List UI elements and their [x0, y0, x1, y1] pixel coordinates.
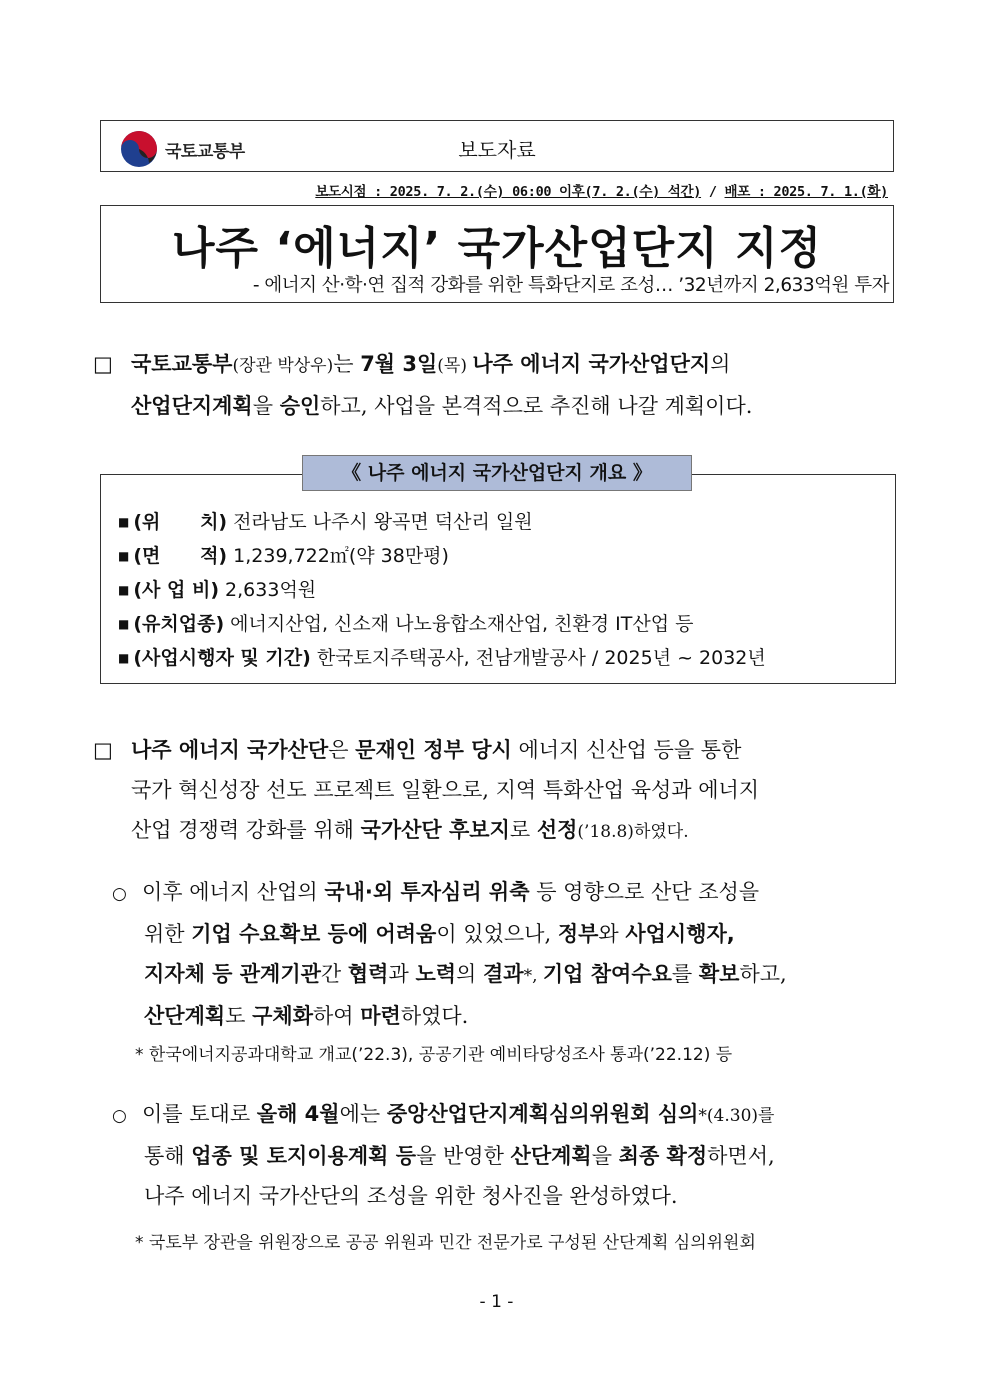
text: 도	[225, 1004, 253, 1028]
text-bold: 결과	[482, 962, 524, 986]
summary-label: (유치업종)	[133, 613, 225, 635]
text: (’18.8)하였다.	[577, 822, 689, 842]
summary-label: (사 업 비)	[133, 579, 220, 601]
circle-bullet-icon: ○	[112, 884, 127, 904]
text-bold: 지자체 등 관계기관	[144, 962, 321, 986]
paragraph-2-line-1	[93, 730, 898, 770]
paragraph-1-line-1	[93, 344, 898, 386]
paragraph-2-line-3	[93, 810, 898, 852]
text: 와	[598, 922, 626, 946]
page-number: - 1 -	[479, 1292, 514, 1312]
text-bold: 중앙산업단지계획심의위원회 심의	[386, 1102, 699, 1126]
text-bold: 올해 4월	[256, 1102, 340, 1126]
sub-paragraph-2-line-3: 나주 에너지 국가산단의 조성을 위한 청사진을 완성하였다.	[144, 1184, 678, 1208]
text: 하고, 사업을 본격적으로 추진해 나갈 계획이다.	[320, 394, 753, 418]
sub-paragraph-1-line-3	[112, 954, 902, 996]
paragraph-1	[93, 344, 898, 426]
text-bold: 국내·외 투자심리 위축	[324, 880, 530, 904]
square-bullet-icon: ■	[118, 549, 130, 563]
text: 하고,	[739, 962, 787, 986]
text: 의	[710, 352, 731, 376]
summary-label: (위 치)	[133, 511, 228, 533]
text: 간	[320, 962, 348, 986]
text-bold: 협력	[347, 962, 389, 986]
main-title: 나주 ‘에너지’ 국가산업단지 지정	[172, 223, 822, 274]
sub-paragraph-1	[112, 872, 902, 1036]
embargo-line	[315, 180, 888, 200]
summary-value: 2,633억원	[219, 579, 317, 601]
summary-item-area	[118, 539, 888, 573]
text-bold: 최종 확정	[618, 1144, 708, 1168]
text: 통해	[144, 1144, 192, 1168]
text-bold: 기업 참여수요	[542, 962, 672, 986]
square-bullet-icon: ■	[118, 583, 130, 597]
text-bold: 산단계획	[144, 1004, 226, 1028]
sub-title: - 에너지 산·학·연 집적 강화를 위한 특화단지로 조성… ’32년까지 2,633억원 투자	[252, 275, 889, 296]
paragraph-2	[93, 730, 898, 852]
text-bold: 노력	[415, 962, 457, 986]
summary-label: (사업시행자 및 기간)	[133, 647, 311, 669]
summary-item-industries	[118, 607, 888, 641]
text-bold: 마련	[360, 1004, 401, 1028]
text: 이후 에너지 산업의	[142, 880, 325, 904]
checkbox-bullet-icon: □	[93, 738, 113, 762]
text: 을 반영한	[416, 1144, 511, 1168]
text: 과	[388, 962, 416, 986]
text: 을	[252, 394, 280, 418]
square-bullet-icon: ■	[118, 651, 130, 665]
summary-value: 1,239,722㎡(약 38만평)	[227, 545, 449, 567]
text: 에너지 신산업 등을 통한	[511, 738, 742, 762]
summary-value: 에너지산업, 신소재 나노융합소재산업, 친환경 IT산업 등	[224, 613, 694, 635]
sub-paragraph-1-line-4	[112, 996, 902, 1036]
paragraph-2-line-2: 국가 혁신성장 선도 프로젝트 일환으로, 지역 특화산업 육성과 에너지	[131, 778, 760, 802]
text-bold: 국토교통부	[131, 352, 233, 376]
title-box	[100, 205, 894, 303]
text: 는	[333, 352, 361, 376]
text: 하여	[312, 1004, 361, 1028]
text: (장관 박상우)	[232, 356, 334, 376]
square-bullet-icon: ■	[118, 515, 130, 529]
text: *,	[523, 966, 543, 986]
summary-item-operator	[118, 641, 888, 675]
text: 하면서,	[707, 1144, 775, 1168]
paragraph-1-line-2	[93, 386, 898, 426]
sub-paragraph-1-line-1	[112, 872, 902, 914]
text-bold: 선정	[536, 818, 578, 842]
text-bold: 산업단지계획	[131, 394, 253, 418]
text-bold: 산단계획	[510, 1144, 592, 1168]
sub-paragraph-2-line-1	[112, 1094, 902, 1136]
sub-paragraph-1-line-2	[112, 914, 902, 954]
text: 이를 토대로	[142, 1102, 257, 1126]
text-bold: 기업 수요확보 등에 어려움	[191, 922, 437, 946]
embargo-separator: /	[701, 184, 725, 200]
text: 하였다.	[400, 1004, 469, 1028]
text: 를	[671, 962, 699, 986]
checkbox-bullet-icon: □	[93, 352, 113, 376]
header-box	[100, 120, 894, 172]
summary-label: (면 적)	[133, 545, 228, 567]
summary-value: 한국토지주택공사, 전남개발공사 / 2025년 ~ 2032년	[310, 647, 766, 669]
text: 이 있었으나,	[436, 922, 558, 946]
text-bold: 국가산단 후보지	[360, 818, 510, 842]
summary-value: 전라남도 나주시 왕곡면 덕산리 일원	[227, 511, 533, 533]
text-bold: 나주 에너지 국가산업단지	[472, 352, 711, 376]
ministry-name: 국토교통부	[165, 141, 245, 162]
text: 을	[591, 1144, 619, 1168]
text: 은	[328, 738, 356, 762]
text-bold: 문재인 정부 당시	[355, 738, 512, 762]
text-bold: 확보	[698, 962, 740, 986]
text: 에는	[339, 1102, 387, 1126]
doc-type-label: 보도자료	[458, 138, 536, 162]
summary-item-location	[118, 505, 888, 539]
sub-paragraph-2-line-2	[112, 1136, 902, 1176]
text: 의	[456, 962, 483, 986]
text-bold: 7월 3일	[360, 352, 438, 376]
summary-title: 《 나주 에너지 국가산업단지 개요 》	[302, 455, 692, 491]
text-bold: 사업시행자,	[625, 922, 735, 946]
footnote-2: * 국토부 장관을 위원장으로 공공 위원과 민간 전문가로 구성된 산단계획 심의위원회	[135, 1233, 756, 1253]
footnote-1: * 한국에너지공과대학교 개교(’22.3), 공공기관 예비타당성조사 통과(’22.12) 등	[135, 1045, 733, 1065]
text: 산업 경쟁력 강화를 위해	[131, 818, 361, 842]
text-bold: 정부	[557, 922, 599, 946]
sub-paragraph-2	[112, 1094, 902, 1216]
circle-bullet-icon: ○	[112, 1106, 127, 1126]
distribution-date: 배포 : 2025. 7. 1.(화)	[724, 184, 888, 200]
summary-item-cost	[118, 573, 888, 607]
text-bold: 구체화	[252, 1004, 313, 1028]
text-bold: 나주 에너지 국가산단	[131, 738, 329, 762]
text-bold: 승인	[279, 394, 321, 418]
square-bullet-icon: ■	[118, 617, 130, 631]
summary-list	[118, 505, 888, 675]
text: (목)	[437, 356, 473, 376]
text: 로	[509, 818, 537, 842]
text: 등 영향으로 산단 조성을	[529, 880, 760, 904]
text: 위한	[144, 922, 192, 946]
release-time: 보도시점 : 2025. 7. 2.(수) 06:00 이후(7. 2.(수) 석간)	[315, 184, 702, 200]
text-bold: 업종 및 토지이용계획 등	[191, 1144, 417, 1168]
text: *(4.30)를	[698, 1106, 775, 1126]
